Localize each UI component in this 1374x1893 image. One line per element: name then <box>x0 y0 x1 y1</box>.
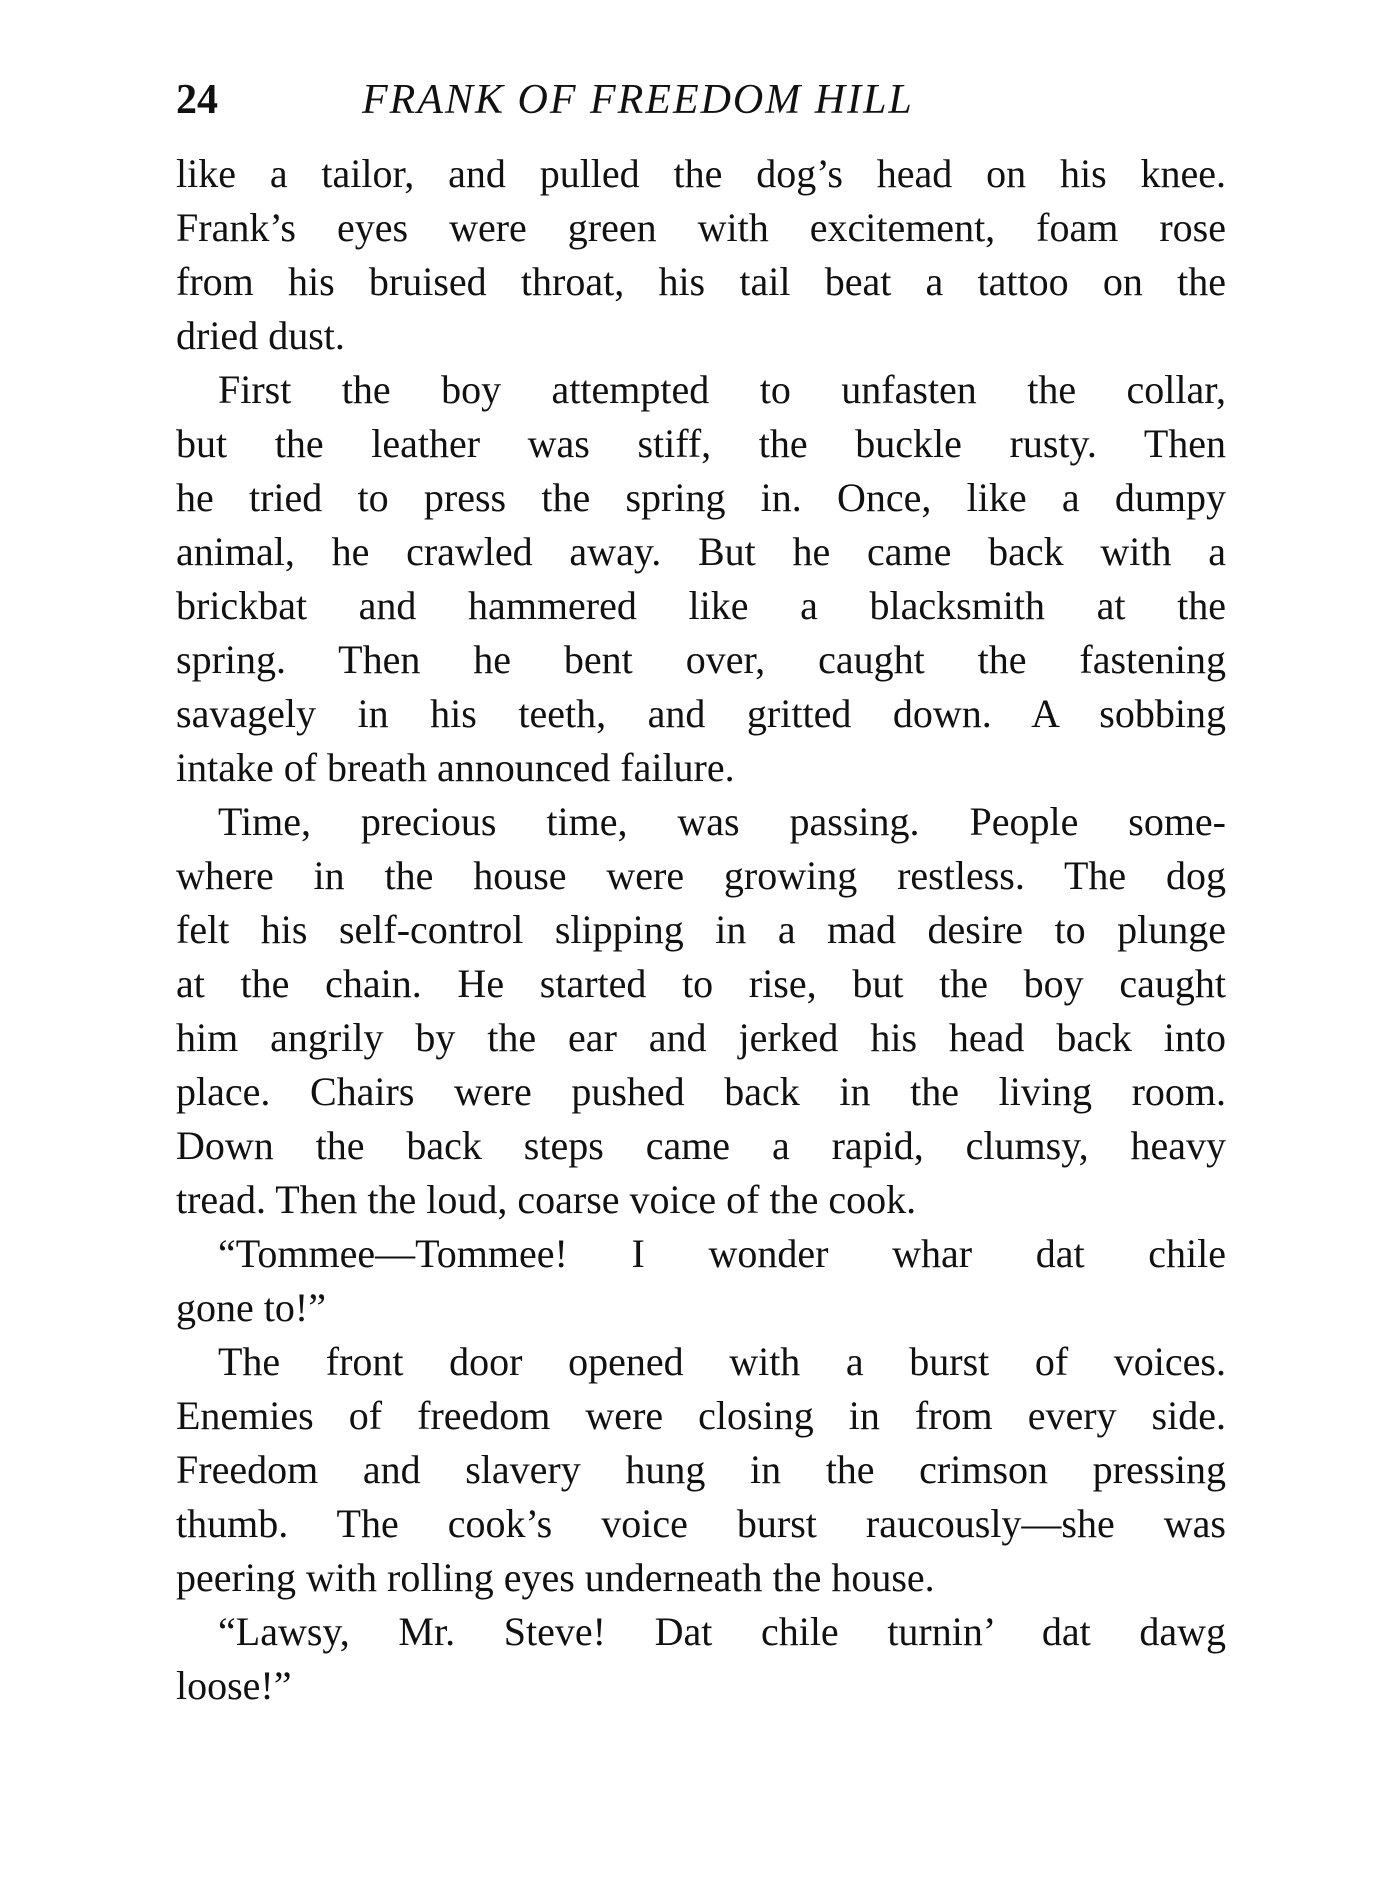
text-line: gone to!” <box>176 1285 326 1330</box>
page-number: 24 <box>176 77 218 123</box>
paragraph <box>176 795 1226 1227</box>
text-line: “Lawsy, Mr. Steve! Dat chile turnin’ dat dawg <box>218 1609 1226 1654</box>
text-line: at the chain. He started to rise, but the boy caught <box>176 961 1226 1006</box>
text-line: felt his self-control slipping in a mad desire to plunge <box>176 907 1226 952</box>
text-line: like a tailor, and pulled the dog’s head on his knee. <box>176 151 1226 196</box>
text-line: brickbat and hammered like a blacksmith at the <box>176 583 1226 628</box>
text-line: tread. Then the loud, coarse voice of the cook. <box>176 1177 917 1222</box>
text-line: thumb. The cook’s voice burst raucously—she was <box>176 1501 1226 1546</box>
book-title: FRANK OF FREEDOM HILL <box>362 77 914 123</box>
text-line: animal, he crawled away. But he came back with a <box>176 529 1226 574</box>
paragraph <box>176 147 1226 363</box>
paragraph <box>176 363 1226 795</box>
text-line: him angrily by the ear and jerked his head back into <box>176 1015 1226 1060</box>
text-line: place. Chairs were pushed back in the living room. <box>176 1069 1226 1114</box>
text-line: dried dust. <box>176 313 345 358</box>
text-line: “Tommee—Tommee! I wonder whar dat chile <box>218 1231 1226 1276</box>
text-line: Freedom and slavery hung in the crimson pressing <box>176 1447 1226 1492</box>
paragraph <box>176 1335 1226 1605</box>
paragraph <box>176 1227 1226 1335</box>
text-line: savagely in his teeth, and gritted down. A sobbing <box>176 691 1226 736</box>
text-line: loose!” <box>176 1663 292 1708</box>
paragraph <box>176 1605 1226 1713</box>
text-line: from his bruised throat, his tail beat a tattoo on the <box>176 259 1226 304</box>
text-line: Time, precious time, was passing. People some- <box>218 799 1226 844</box>
text-line: Enemies of freedom were closing in from every side. <box>176 1393 1226 1438</box>
text-line: Down the back steps came a rapid, clumsy, heavy <box>176 1123 1226 1168</box>
text-line: spring. Then he bent over, caught the fastening <box>176 637 1226 682</box>
running-head <box>176 72 1076 128</box>
text-line: intake of breath announced failure. <box>176 745 735 790</box>
text-line: but the leather was stiff, the buckle rusty. Then <box>176 421 1226 466</box>
text-line: where in the house were growing restless. The dog <box>176 853 1226 898</box>
text-line: Frank’s eyes were green with excitement, foam rose <box>176 205 1226 250</box>
text-line: peering with rolling eyes underneath the house. <box>176 1555 935 1600</box>
text-line: he tried to press the spring in. Once, like a dumpy <box>176 475 1226 520</box>
text-line: First the boy attempted to unfasten the collar, <box>218 367 1226 412</box>
body-text <box>176 147 1226 1713</box>
text-line: The front door opened with a burst of voices. <box>218 1339 1226 1384</box>
